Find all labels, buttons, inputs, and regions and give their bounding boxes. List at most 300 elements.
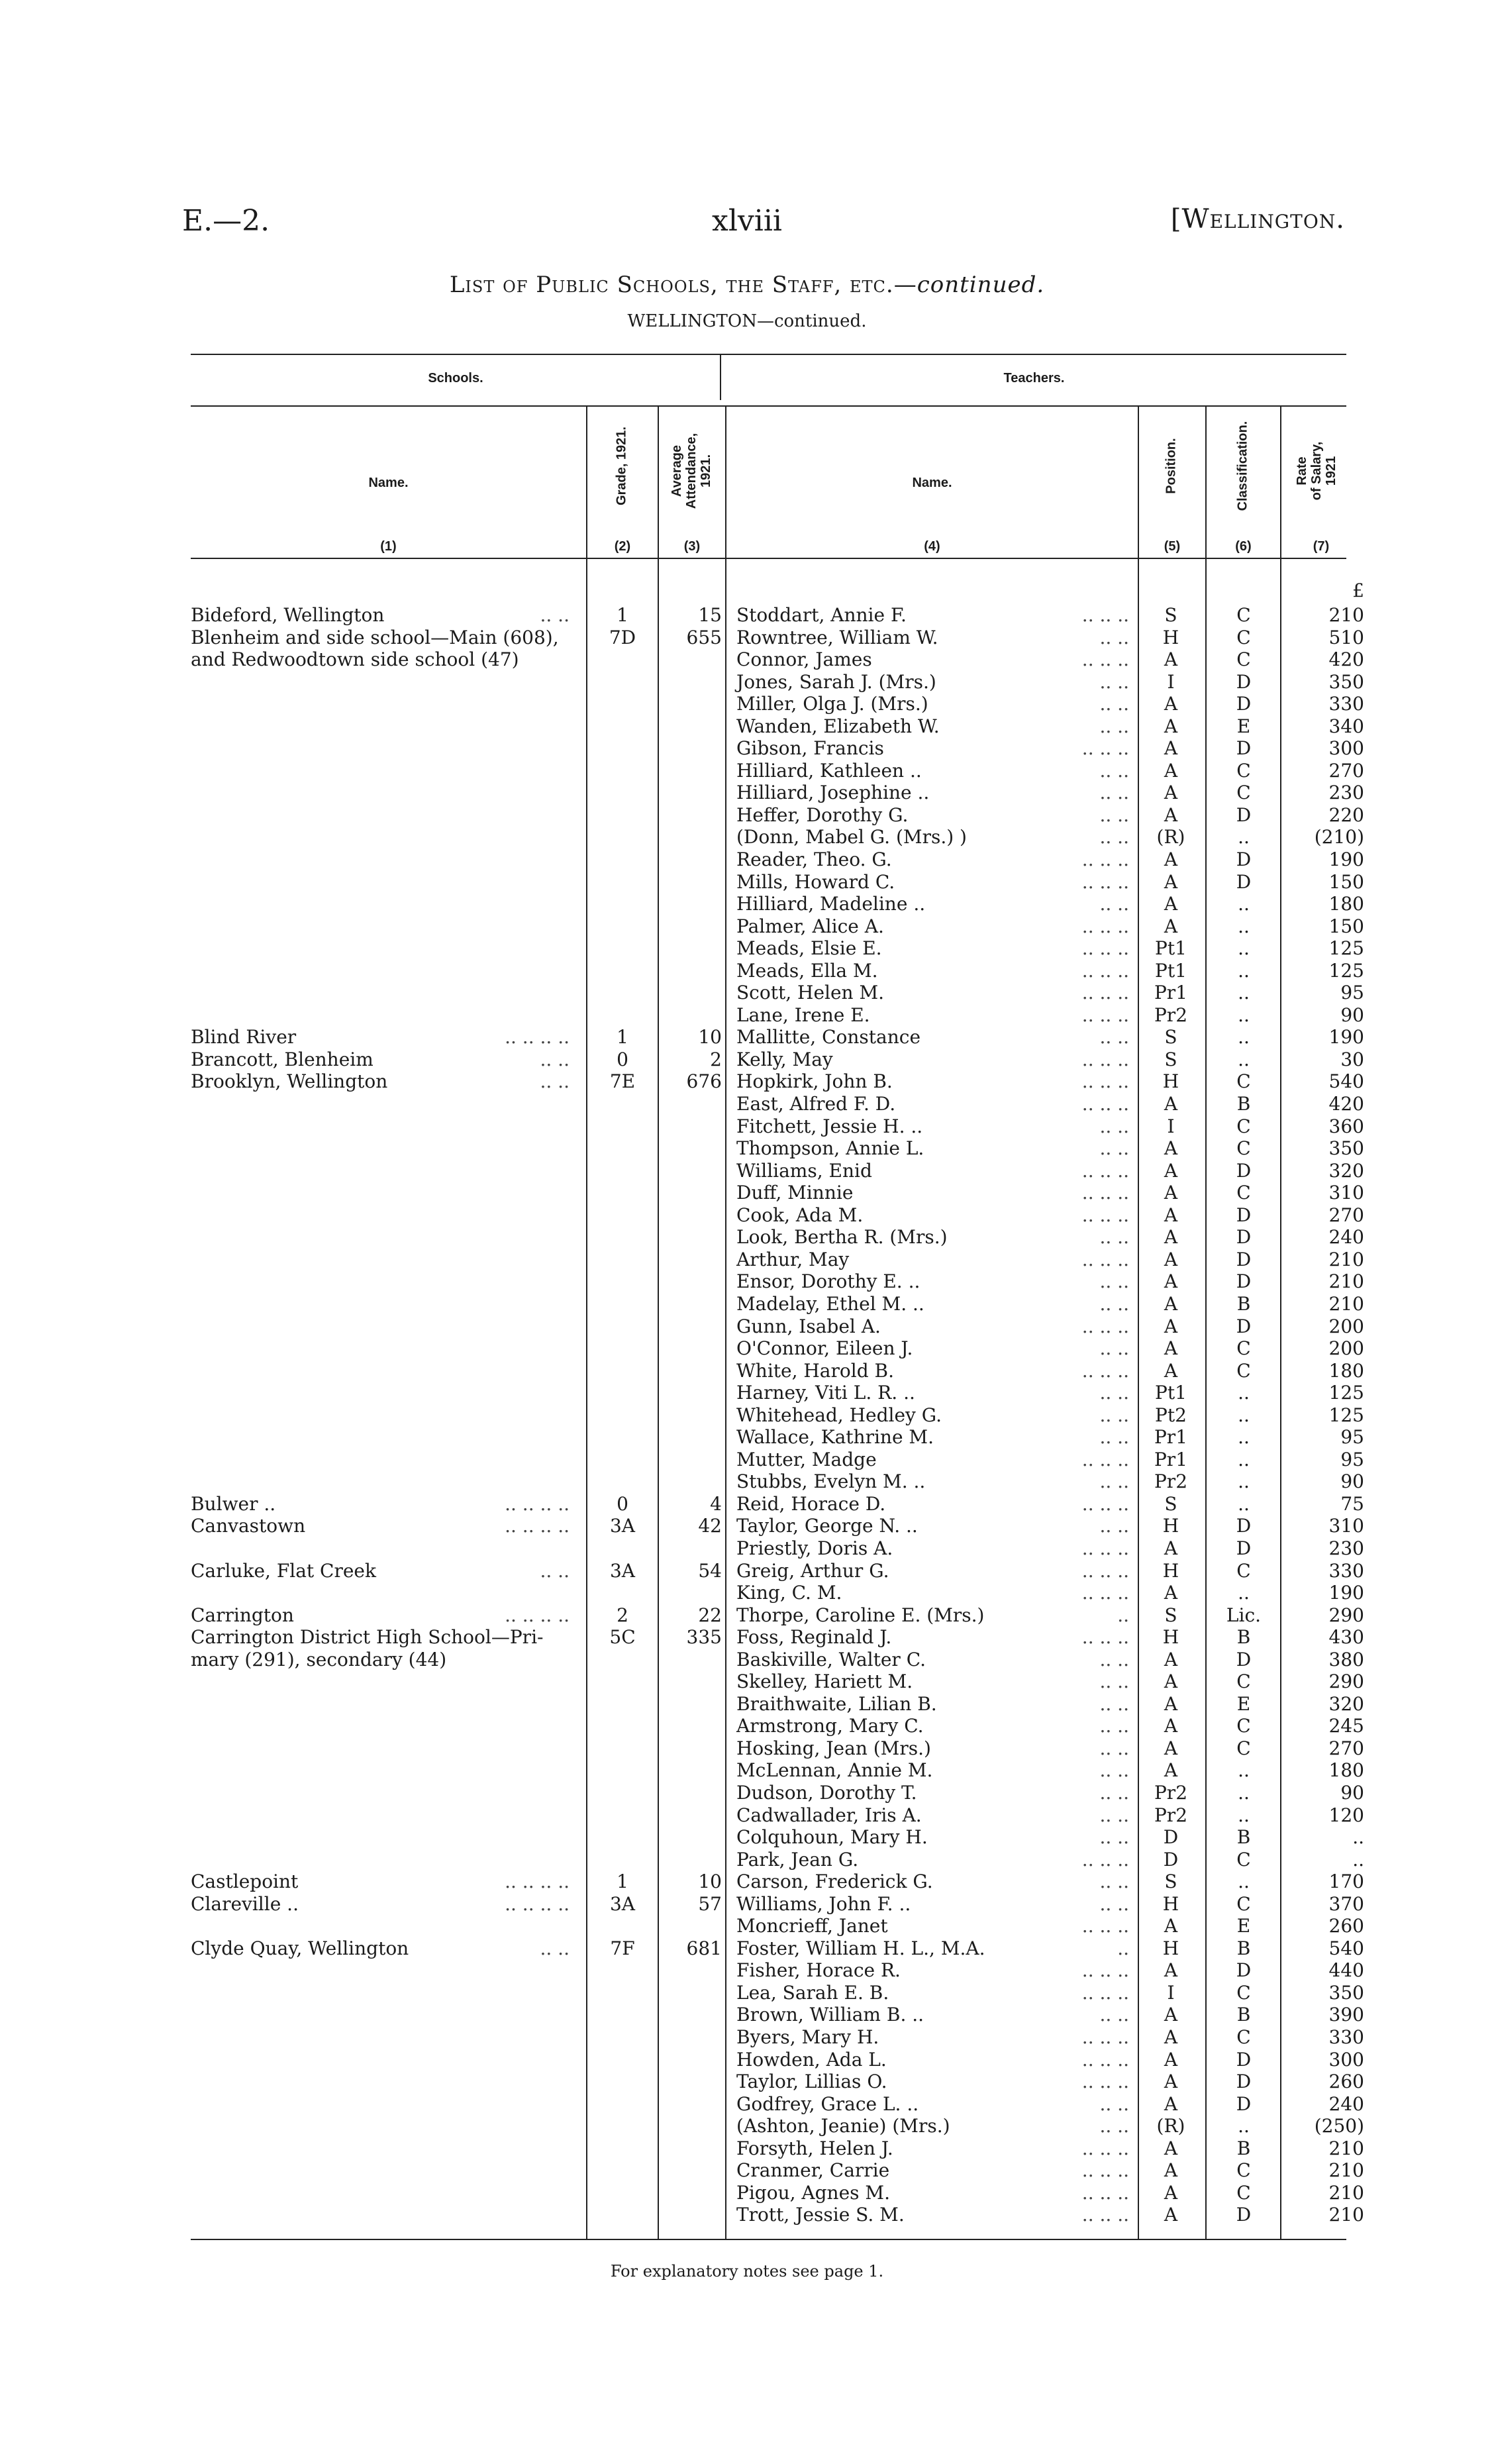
table-row [0,915,1494,938]
grade: 1 [617,604,628,626]
attendance-heading [670,405,713,537]
salary: 380 [1328,1648,1364,1670]
teacher-name: Connor, James [736,648,872,671]
table-row [0,1337,1494,1360]
school-leader-dots: .. .. .. .. [505,1871,570,1893]
position: D [1163,1848,1179,1871]
salary: 310 [1328,1182,1364,1204]
teacher-leader-dots: .. .. [1099,803,1129,826]
salary: 190 [1328,1026,1364,1049]
position: A [1164,759,1178,782]
salary: 190 [1328,848,1364,871]
teacher-name-heading: Name. [912,476,952,490]
teacher-name: Wanden, Elizabeth W. [736,715,940,737]
teacher-name: White, Harold B. [736,1359,894,1382]
teacher-leader-dots: .. .. [1099,893,1129,915]
position: A [1164,1315,1178,1337]
table-row [0,1537,1494,1560]
salary: 220 [1328,803,1364,826]
position: Pt1 [1155,959,1187,982]
classification: D [1236,803,1252,826]
salary: 270 [1328,1204,1364,1226]
table-row [0,1493,1494,1515]
teacher-name: Arthur, May [736,1248,850,1270]
teacher-leader-dots: .. .. [1099,1804,1129,1826]
classification: C [1236,1559,1251,1582]
table-row [0,1382,1494,1404]
table-body [0,604,1494,2226]
salary: 510 [1328,626,1364,648]
classification: D [1236,848,1252,871]
table-row [0,2026,1494,2049]
teacher-name: Taylor, Lillias O. [736,2071,887,2093]
position: Pr2 [1154,1804,1188,1826]
classification: .. [1238,1404,1250,1426]
table-row [0,1670,1494,1693]
classification: D [1236,2048,1252,2071]
salary: 180 [1328,893,1364,915]
classification: C [1236,1182,1251,1204]
salary: 150 [1328,915,1364,937]
grade: 2 [617,1604,628,1626]
teacher-leader-dots: .. .. .. [1081,1093,1129,1115]
classification: .. [1238,2115,1250,2137]
salary: 30 [1340,1048,1364,1070]
teacher-leader-dots: .. .. .. [1081,1559,1129,1582]
school-leader-dots: .. .. .. .. [505,1515,570,1537]
salary: 300 [1328,2048,1364,2071]
salary: 150 [1328,870,1364,893]
position: D [1163,1826,1179,1849]
teacher-name: Gunn, Isabel A. [736,1315,881,1337]
position: A [1164,2159,1178,2182]
salary: 120 [1328,1804,1364,1826]
position: A [1164,1137,1178,1160]
salary: 540 [1328,1937,1364,1959]
table-row [0,1871,1494,1893]
classification: C [1236,1337,1251,1360]
classification: C [1236,1359,1251,1382]
teacher-name: (Ashton, Jeanie) (Mrs.) [736,2115,950,2137]
table-row [0,1093,1494,1115]
teacher-name: Cadwallader, Iris A. [736,1804,922,1826]
classification: E [1236,1915,1251,1937]
classification: D [1236,1204,1252,1226]
classification: C [1236,1115,1251,1137]
school-leader-dots: .. .. .. .. [505,1892,570,1915]
position: A [1164,1270,1178,1293]
position: A [1164,1715,1178,1737]
page-code: E.—2. [182,204,270,238]
classification: C [1236,2181,1251,2204]
table-row [0,1293,1494,1315]
teacher-leader-dots: .. .. .. [1081,2159,1129,2182]
salary-heading-line-1: Rate [1295,456,1309,486]
salary: (210) [1314,826,1364,848]
table-row [0,2093,1494,2116]
teacher-name: Dudson, Dorothy T. [736,1781,917,1804]
salary-heading-line-2: of Salary, [1309,441,1324,501]
salary: .. [1352,1826,1364,1849]
classification: D [1236,2204,1252,2226]
attendance-heading-line-1: Average [670,444,684,497]
salary: 270 [1328,1737,1364,1759]
teacher-name: Meads, Ella M. [736,959,878,982]
teacher-name: Madelay, Ethel M. .. [736,1292,924,1315]
classification: C [1236,1670,1251,1693]
teacher-leader-dots: .. .. [1099,1026,1129,1049]
teacher-name: Rowntree, William W. [736,626,938,648]
teacher-leader-dots: .. .. [1099,1115,1129,1137]
salary: 125 [1328,1404,1364,1426]
classification: D [1236,1648,1252,1670]
average-attendance: 57 [698,1892,722,1915]
salary: 310 [1328,1515,1364,1537]
classification: C [1236,2159,1251,2182]
page-number: xlviii [712,204,782,238]
teacher-name: Kelly, May [736,1048,833,1070]
position: A [1164,1759,1178,1782]
teacher-name: Reid, Horace D. [736,1492,886,1515]
teacher-leader-dots: .. .. .. [1081,1959,1129,1982]
position: A [1164,870,1178,893]
table-row [0,960,1494,982]
position: A [1164,693,1178,715]
teacher-leader-dots: .. .. .. [1081,2071,1129,2093]
table-row [0,937,1494,960]
classification: D [1236,1959,1252,1982]
salary: 340 [1328,715,1364,737]
salary: 320 [1328,1692,1364,1715]
classification: .. [1238,1003,1250,1026]
classification: .. [1238,1759,1250,1782]
salary: 170 [1328,1871,1364,1893]
school-name: Carluke, Flat Creek [191,1559,376,1582]
teacher-leader-dots: .. .. [1099,1382,1129,1404]
teacher-leader-dots: .. .. .. [1081,1048,1129,1070]
teacher-leader-dots: .. .. [1099,715,1129,737]
table-row [0,1982,1494,2004]
average-attendance: 335 [686,1626,722,1649]
teacher-name: Hilliard, Kathleen .. [736,759,922,782]
teacher-name: Reader, Theo. G. [736,848,892,871]
table-row [0,1826,1494,1849]
teacher-name: Cranmer, Carrie [736,2159,890,2182]
position: A [1164,1093,1178,1115]
school-name: Clareville .. [191,1892,299,1915]
teacher-leader-dots: .. .. [1099,1470,1129,1493]
teacher-name: Mutter, Madge [736,1448,877,1470]
table-row [0,1360,1494,1382]
teacher-name: Ensor, Dorothy E. .. [736,1270,921,1293]
position: Pr1 [1154,1448,1188,1470]
classification: C [1236,759,1251,782]
position: (R) [1156,826,1185,848]
col-number-4: (4) [924,539,940,554]
classification: C [1236,782,1251,804]
position: A [1164,1648,1178,1670]
teacher-name: Williams, John F. .. [736,1892,911,1915]
teacher-leader-dots: .. .. [1099,626,1129,648]
school-name: Bideford, Wellington [191,604,385,626]
salary: 290 [1328,1604,1364,1626]
position: A [1164,803,1178,826]
school-name: Clyde Quay, Wellington [191,1937,409,1959]
position: Pt1 [1155,937,1187,960]
average-attendance: 655 [686,626,722,648]
classification: .. [1238,1871,1250,1893]
salary: 330 [1328,693,1364,715]
teacher-leader-dots: .. .. [1099,1759,1129,1782]
teacher-name: Gibson, Francis [736,737,884,760]
position: S [1164,1604,1177,1626]
grade: 1 [617,1871,628,1893]
teacher-name: Park, Jean G. [736,1848,859,1871]
school-name-heading: Name. [368,476,409,490]
position: S [1164,1048,1177,1070]
teacher-name: Mallitte, Constance [736,1026,921,1049]
table-row [0,1849,1494,1871]
position: A [1164,2004,1178,2026]
salary: 240 [1328,2092,1364,2115]
salary: 370 [1328,1892,1364,1915]
list-title [0,272,1494,298]
classification: D [1236,2071,1252,2093]
salary-heading-line-3: 1921 [1324,456,1338,486]
classification: .. [1238,893,1250,915]
salary: 210 [1328,2181,1364,2204]
position: I [1167,670,1175,693]
teacher-leader-dots: .. .. .. [1081,1981,1129,2004]
teacher-name: Meads, Elsie E. [736,937,882,960]
salary: 90 [1340,1781,1364,1804]
salary: 260 [1328,1915,1364,1937]
school-leader-dots: .. .. [540,1937,570,1959]
grade: 3A [609,1559,636,1582]
table-row [0,715,1494,738]
classification: D [1236,2092,1252,2115]
salary: 350 [1328,1137,1364,1160]
position: A [1164,1292,1178,1315]
classification-heading: Classification. [1235,421,1250,511]
classification: C [1236,626,1251,648]
teacher-name: Harney, Viti L. R. .. [736,1382,915,1404]
list-title-continued: continued. [917,272,1045,298]
average-attendance: 10 [698,1026,722,1049]
teacher-leader-dots: .. .. [1099,1270,1129,1293]
position: H [1162,1626,1179,1649]
teacher-name: Lea, Sarah E. B. [736,1981,889,2004]
classification: .. [1238,826,1250,848]
table-row [0,1515,1494,1537]
school-name: Canvastown [191,1515,306,1537]
table-row [0,2071,1494,2093]
teacher-name: Palmer, Alice A. [736,915,884,937]
table-row [0,1582,1494,1604]
teacher-leader-dots: .. [1117,1604,1129,1626]
classification: B [1236,2004,1251,2026]
table-row [0,1782,1494,1804]
teacher-name: Colquhoun, Mary H. [736,1826,928,1849]
table-row [0,1270,1494,1293]
grade: 0 [617,1048,628,1070]
teacher-name: Heffer, Dorothy G. [736,803,909,826]
salary: 270 [1328,759,1364,782]
table-row [0,1204,1494,1227]
teacher-leader-dots: .. [1117,1937,1129,1959]
position: A [1164,2026,1178,2048]
salary: 300 [1328,737,1364,760]
teacher-leader-dots: .. .. [1099,1426,1129,1449]
teacher-leader-dots: .. .. .. [1081,1582,1129,1604]
classification: D [1236,693,1252,715]
teacher-name: Pigou, Agnes M. [736,2181,890,2204]
table-row [0,1560,1494,1582]
position: H [1162,1559,1179,1582]
teacher-leader-dots: .. .. [1099,782,1129,804]
salary: 180 [1328,1359,1364,1382]
grade: 3A [609,1892,636,1915]
position: A [1164,1204,1178,1226]
teacher-name: Cook, Ada M. [736,1204,864,1226]
teacher-name: Williams, Enid [736,1159,872,1182]
teacher-name: Greig, Arthur G. [736,1559,889,1582]
position: A [1164,1582,1178,1604]
salary: 210 [1328,604,1364,626]
school-name: mary (291), secondary (44) [191,1648,447,1670]
position: A [1164,915,1178,937]
table-row [0,648,1494,671]
col-number-1: (1) [380,539,397,554]
teacher-leader-dots: .. .. .. [1081,1359,1129,1382]
table-row [0,2159,1494,2182]
table-row [0,782,1494,804]
footnote: For explanatory notes see page 1. [610,2262,884,2281]
salary: 210 [1328,2204,1364,2226]
position: Pt1 [1155,1382,1187,1404]
grade: 7F [610,1937,635,1959]
salary: 260 [1328,2071,1364,2093]
table-row [0,1137,1494,1160]
teacher-name: (Donn, Mabel G. (Mrs.) ) [736,826,967,848]
position: A [1164,1959,1178,1982]
grade: 7E [609,1070,636,1093]
teacher-name: Moncrieff, Janet [736,1915,888,1937]
position: A [1164,1226,1178,1249]
position: H [1162,1515,1179,1537]
position: A [1164,1670,1178,1693]
teacher-name: Braithwaite, Lilian B. [736,1692,937,1715]
classification: D [1236,1515,1252,1537]
salary: 95 [1340,1426,1364,1449]
classification: Lic. [1226,1604,1262,1626]
teacher-leader-dots: .. .. .. [1081,1248,1129,1270]
salary: 90 [1340,1003,1364,1026]
position: A [1164,1337,1178,1360]
classification: .. [1238,937,1250,960]
teacher-leader-dots: .. .. .. [1081,1848,1129,1871]
teacher-leader-dots: .. .. .. [1081,1204,1129,1226]
position: Pt2 [1155,1404,1187,1426]
currency-symbol: £ [1352,580,1364,601]
salary: 420 [1328,1093,1364,1115]
position: A [1164,1182,1178,1204]
classification: .. [1238,959,1250,982]
table-row [0,1804,1494,1827]
teacher-leader-dots: .. .. [1099,693,1129,715]
teacher-name: Fisher, Horace R. [736,1959,901,1982]
classification: C [1236,2026,1251,2048]
classification: C [1236,1848,1251,1871]
teacher-name: Priestly, Doris A. [736,1537,893,1559]
salary-heading [1295,405,1338,537]
table-row [0,826,1494,848]
salary: 430 [1328,1626,1364,1649]
teacher-leader-dots: .. .. [1099,2115,1129,2137]
teacher-leader-dots: .. .. [1099,1404,1129,1426]
position: A [1164,1692,1178,1715]
grade: 3A [609,1515,636,1537]
table-row [0,1315,1494,1338]
average-attendance: 10 [698,1871,722,1893]
table-row [0,1759,1494,1782]
salary: 210 [1328,2159,1364,2182]
table-row [0,804,1494,827]
grade: 0 [617,1492,628,1515]
salary: 180 [1328,1759,1364,1782]
teacher-leader-dots: .. .. .. [1081,1492,1129,1515]
teacher-leader-dots: .. .. [1099,1137,1129,1160]
school-name: Carrington District High School—Pri- [191,1626,544,1649]
position: A [1164,737,1178,760]
table-row [0,1959,1494,1982]
position: A [1164,2092,1178,2115]
school-name: Blenheim and side school—Main (608), [191,626,559,648]
teacher-name: Thorpe, Caroline E. (Mrs.) [736,1604,985,1626]
average-attendance: 15 [698,604,722,626]
table-row [0,1626,1494,1649]
position: Pr2 [1154,1470,1188,1493]
classification: B [1236,1093,1251,1115]
salary: 360 [1328,1115,1364,1137]
teacher-leader-dots: .. .. .. [1081,648,1129,671]
teacher-leader-dots: .. .. [1099,1292,1129,1315]
salary: 320 [1328,1159,1364,1182]
teacher-leader-dots: .. .. .. [1081,1003,1129,1026]
classification: C [1236,1137,1251,1160]
district-subtitle: WELLINGTON—continued. [627,311,867,331]
teacher-name: O'Connor, Eileen J. [736,1337,913,1360]
teacher-leader-dots: .. .. .. [1081,1315,1129,1337]
classification: D [1236,1270,1252,1293]
table-row [0,2204,1494,2226]
salary: 210 [1328,2137,1364,2159]
teacher-leader-dots: .. .. [1099,1226,1129,1249]
position: (R) [1156,2115,1185,2137]
position: I [1167,1981,1175,2004]
table-top-rule [191,354,1346,355]
teacher-leader-dots: .. .. [1099,759,1129,782]
average-attendance: 54 [698,1559,722,1582]
teacher-name: Hilliard, Madeline .. [736,893,926,915]
teacher-leader-dots: .. .. [1099,1826,1129,1849]
teacher-name: Hilliard, Josephine .. [736,782,930,804]
position: A [1164,2137,1178,2159]
table-row [0,1182,1494,1204]
table-row [0,1649,1494,1671]
list-title-main: List of Public Schools, the Staff, etc.— [449,272,917,298]
table-row [0,848,1494,871]
